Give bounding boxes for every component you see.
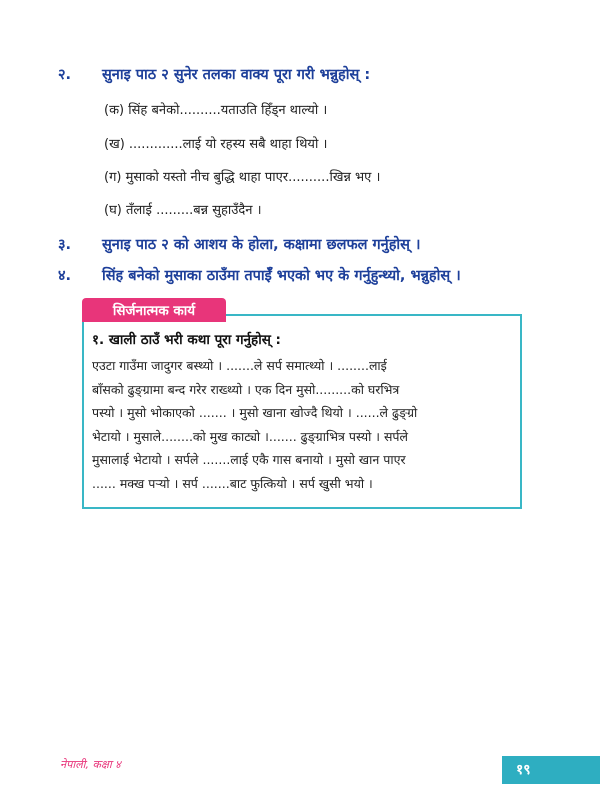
question-text: सिंह बनेको मुसाका ठाउँमा तपाईँ भएको भए के गर्नुहुन्थ्यो, भन्नुहोस् । bbox=[102, 268, 461, 284]
paragraph-line: मुसालाई भेटायो । सर्पले .......लाई एकै गास बनायो । मुसो खान पाएर bbox=[92, 452, 406, 467]
question-4 bbox=[58, 265, 580, 285]
question-number: २. bbox=[58, 67, 72, 83]
activity-tab: सिर्जनात्मक कार्य bbox=[82, 298, 226, 322]
paragraph-line: भेटायो । मुसाले........को मुख काट्यो ।....... ढुङ्ग्राभित्र पस्यो । सर्पले bbox=[92, 428, 409, 444]
activity-paragraph bbox=[92, 354, 514, 495]
page-number: १९ bbox=[516, 762, 531, 778]
question-text: सुनाइ पाठ २ को आशय के होला, कक्षामा छलफल गर्नुहोस् । bbox=[102, 237, 421, 253]
question-number: ३. bbox=[58, 237, 72, 253]
answer-item-kha: (ख) .............लाई यो रहस्य सबै थाहा थियो । bbox=[104, 137, 328, 152]
paragraph-line: पस्यो । मुसो भोकाएको ....... । मुसो खाना खोज्दै थियो । ......ले ढुङ्ग्रो bbox=[92, 405, 418, 420]
paragraph-line: बाँसको ढुङ्ग्रामा बन्द गरेर राख्थ्यो । एक दिन मुसो.........को घरभित्र bbox=[92, 381, 400, 397]
question-3 bbox=[58, 234, 580, 254]
paragraph-line: एउटा गाउँमा जादुगर बस्थ्यो । .......ले सर्प समात्थ्यो । ........लाई bbox=[92, 358, 387, 373]
paragraph-line: ...... मक्ख पर्‍यो । सर्प .......बाट फुत्कियो । सर्प खुसी भयो । bbox=[92, 475, 373, 491]
answer-item-ga: (ग) मुसाको यस्तो नीच बुद्धि थाहा पाएर..........खिन्न भए । bbox=[104, 170, 381, 185]
question-2 bbox=[58, 64, 580, 84]
answer-item-gha: (घ) तँलाई .........बन्न सुहाउँदैन । bbox=[104, 203, 262, 218]
question-number: ४. bbox=[58, 268, 72, 284]
answer-item-ka: (क) सिंह बनेको..........यताउति हिँड्न थाल्यो । bbox=[104, 103, 328, 118]
question-text: सुनाइ पाठ २ सुनेर तलका वाक्य पूरा गरी भन्नुहोस् : bbox=[102, 67, 371, 83]
footer-book-title: नेपाली, कक्षा ४ bbox=[60, 758, 121, 771]
activity-title: १. खाली ठाउँ भरी कथा पूरा गर्नुहोस् : bbox=[92, 332, 281, 348]
